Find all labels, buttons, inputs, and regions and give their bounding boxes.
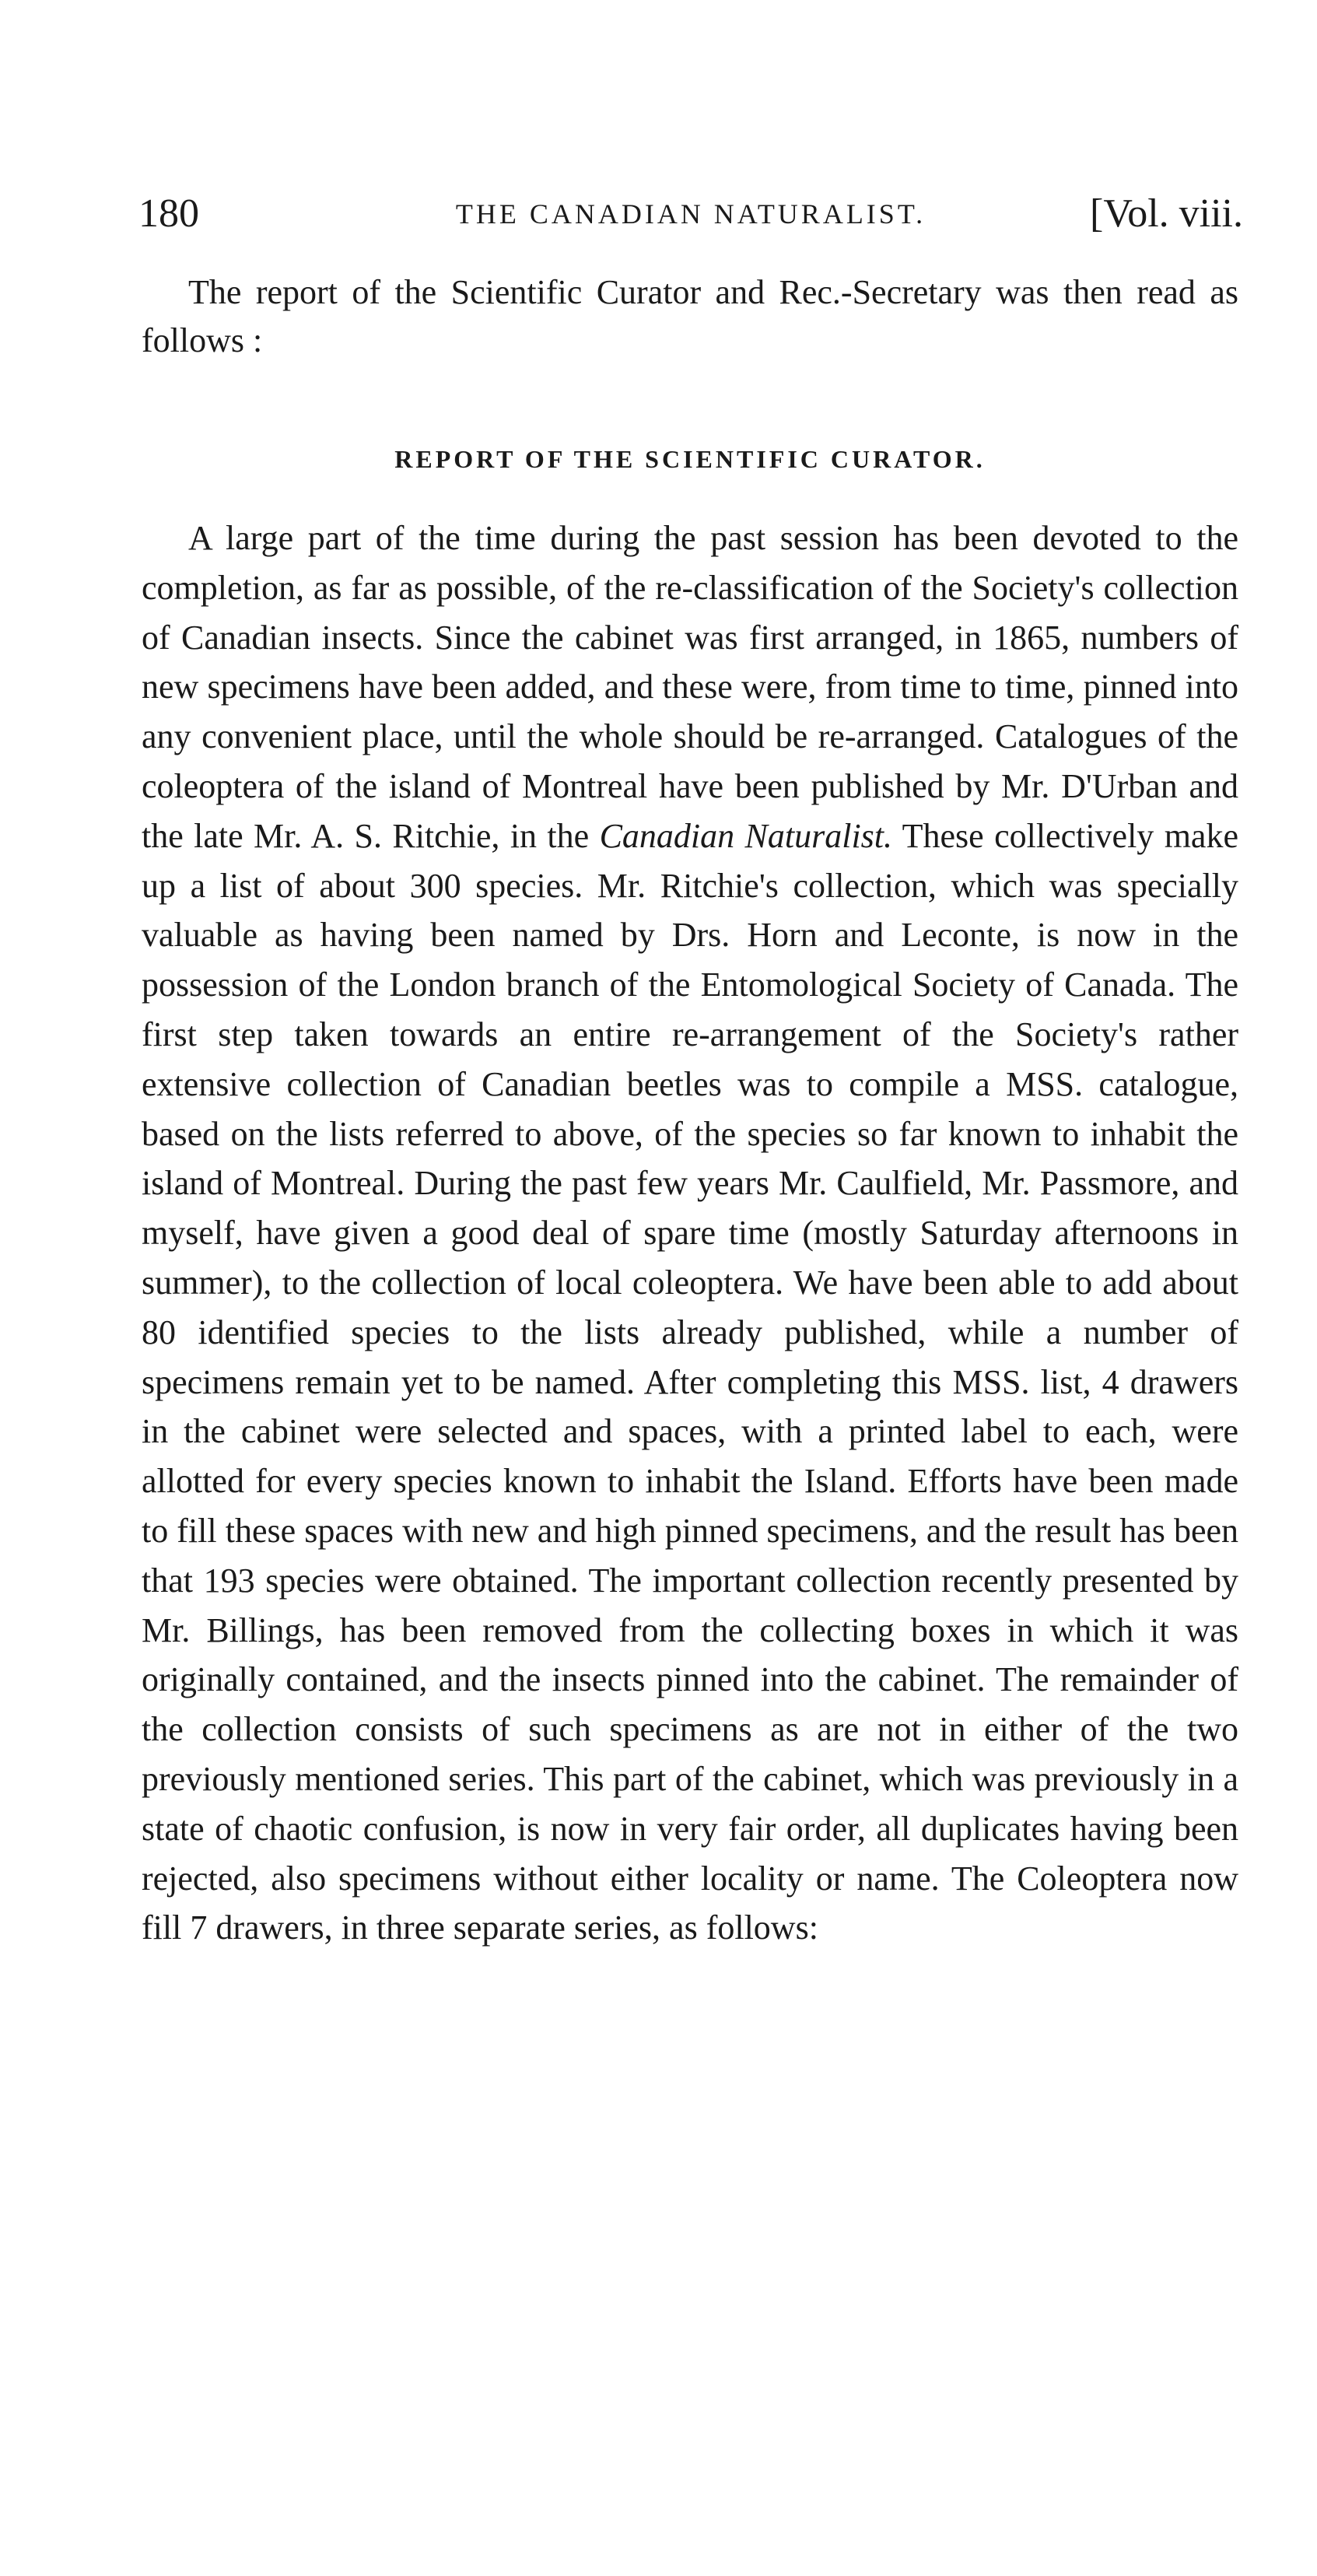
intro-paragraph: The report of the Scientific Curator and Rec.-Secretary was then read as follows : [142, 273, 1238, 359]
report-text-part-2: These collectively make up a list of about 300 species. Mr. Ritchie's collection, which was specially valuable as having been named by Drs. Horn and Leconte, is now in the possession of the London branch of the Entomological Society of Canada. The first step taken towards an entire re-arrangement of the Society's rather extensive collection of Canadian beetles was to compile a MSS. catalogue, based on the lists referred to above, of the species so far known to inhabit the island of Montreal. During the past few years Mr. Caulfield, Mr. Passmore, and myself, have given a good deal of spare time (mostly Saturday afternoons in summer), to the collection of local coleoptera. We have been able to add about 80 identified species to the lists already published, while a number of specimens remain yet to be named. After completing this MSS. list, 4 drawers in the cabinet were selected and spaces, with a printed label to each, were allotted for every species known to inhabit the Island. Efforts have been made to fill these spaces with new and high pinned specimens, and the result has been that 193 species were obtained. The important collection recently presented by Mr. Billings, has been removed from the collecting boxes in which it was originally contained, and the insects pinned into the cabinet. The remainder of the collection consists of such specimens as are not in either of the two previously mentioned series. This part of the cabinet, which was previously in a state of chaotic confusion, is now in very fair order, all duplicates having been rejected, also specimens without either locality or name. The Coleoptera now fill 7 drawers, in three separate series, as follows: [142, 816, 1238, 1947]
report-paragraph [142, 513, 1238, 1953]
report-text-part-1: A large part of the time during the past session has been devoted to the completion, as far as possible, of the re-classification of the Society's collection of Canadian insects. Since the cabinet was first arranged, in 1865, numbers of new specimens have been added, and these were, from time to time, pinned into any convenient place, until the whole should be re-arranged. Catalogues of the coleoptera of the island of Montreal have been published by Mr. D'Urban and the late Mr. A. S. Ritchie, in the [142, 519, 1238, 855]
section-heading: REPORT OF THE SCIENTIFIC CURATOR. [394, 445, 986, 473]
volume-label: [Vol. viii. [1090, 191, 1243, 236]
page-number: 180 [138, 191, 199, 236]
journal-title: THE CANADIAN NATURALIST. [455, 198, 926, 230]
journal-name-italic: Canadian Naturalist. [599, 816, 893, 855]
running-head [138, 187, 1243, 241]
